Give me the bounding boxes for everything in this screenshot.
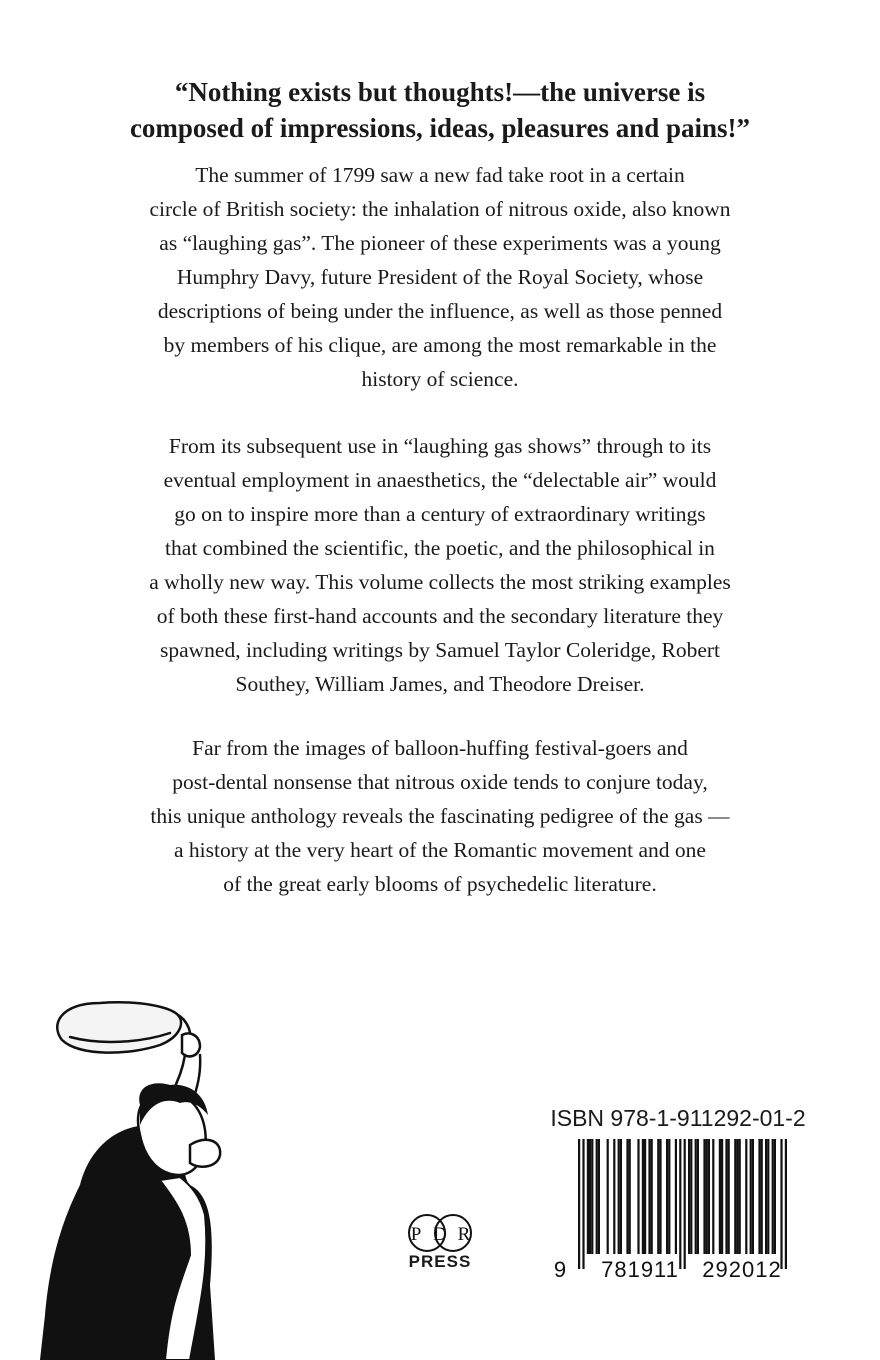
barcode-bar — [703, 1139, 705, 1254]
barcode-bar — [598, 1139, 600, 1254]
barcode-bar — [721, 1139, 723, 1254]
text-line: that combined the scientific, the poetic, and the philosophical in — [165, 536, 715, 560]
pull-quote — [0, 74, 880, 146]
barcode-bar — [591, 1139, 593, 1254]
barcode-bar — [651, 1139, 653, 1254]
logo-letter-r: R — [457, 1224, 471, 1245]
barcode-bar — [688, 1139, 690, 1254]
barcode-digits-right: 292012 — [702, 1257, 782, 1282]
logo-letter-d: D — [433, 1224, 447, 1245]
barcode-bar — [728, 1139, 730, 1254]
barcode-bar — [642, 1139, 644, 1254]
barcode-bar — [578, 1139, 580, 1269]
description-paragraph-1 — [0, 158, 880, 396]
text-line: of the great early blooms of psychedelic literature. — [223, 872, 657, 896]
barcode-bar — [613, 1139, 615, 1254]
text-line: spawned, including writings by Samuel Taylor Coleridge, Robert — [160, 638, 720, 662]
barcode-digits-left: 781911 — [601, 1257, 679, 1282]
text-line: by members of his clique, are among the most remarkable in the — [163, 333, 717, 357]
text-line: Far from the images of balloon-huffing festival-goers and — [192, 736, 688, 760]
barcode-bar — [706, 1139, 708, 1254]
barcode-bar — [648, 1139, 650, 1254]
barcode-bar — [712, 1139, 714, 1254]
text-line: descriptions of being under the influence, as well as those penned — [157, 299, 723, 323]
barcode-bar — [697, 1139, 699, 1254]
barcode-bar — [607, 1139, 609, 1254]
barcode-bar — [675, 1139, 677, 1254]
barcode-bar — [765, 1139, 767, 1254]
description-paragraph-3 — [0, 731, 880, 901]
barcode-bar — [629, 1139, 631, 1254]
barcode-bar — [708, 1139, 710, 1254]
barcode-bar — [774, 1139, 776, 1254]
barcode-bar — [666, 1139, 668, 1254]
barcode-bar — [758, 1139, 760, 1254]
text-line: From its subsequent use in “laughing gas shows” through to its — [168, 434, 712, 458]
illustration-man-with-gas-bag — [40, 985, 340, 1360]
barcode-bar — [690, 1139, 692, 1254]
quote-line: “Nothing exists but thoughts!—the universe is — [174, 77, 706, 107]
barcode-bar — [734, 1139, 736, 1254]
isbn-barcode — [548, 1135, 808, 1285]
barcode-bar — [736, 1139, 738, 1254]
barcode-bar — [684, 1139, 686, 1269]
text-line: The summer of 1799 saw a new fad take root in a certain — [195, 163, 685, 187]
text-line: Humphry Davy, future President of the Royal Society, whose — [176, 265, 704, 289]
text-line: post-dental nonsense that nitrous oxide tends to conjure today, — [172, 770, 708, 794]
pdr-press-logo — [392, 1213, 488, 1253]
barcode-bar — [679, 1139, 681, 1269]
barcode-bar — [761, 1139, 763, 1254]
barcode-bar — [596, 1139, 598, 1254]
barcode-bar — [785, 1139, 787, 1269]
barcode-bar — [695, 1139, 697, 1254]
barcode-bar — [719, 1139, 721, 1254]
barcode-bar — [767, 1139, 769, 1254]
barcode-bar — [725, 1139, 727, 1254]
description-paragraph-2 — [0, 429, 880, 701]
barcode-bar — [659, 1139, 661, 1254]
text-line: history of science. — [361, 367, 519, 391]
barcode-bar — [657, 1139, 659, 1254]
barcode-bar — [626, 1139, 628, 1254]
barcode-bar — [750, 1139, 752, 1254]
text-line: this unique anthology reveals the fascinating pedigree of the gas — — [150, 804, 730, 828]
text-line: a wholly new way. This volume collects the most striking examples — [149, 570, 731, 594]
barcode-bar — [668, 1139, 670, 1254]
barcode-bar — [739, 1139, 741, 1254]
isbn-label: ISBN 978-1-911292-01-2 — [550, 1105, 806, 1131]
logo-letter-p: P — [410, 1224, 422, 1245]
publisher-name: PRESS — [408, 1252, 472, 1271]
barcode-digit-first: 9 — [553, 1257, 567, 1282]
text-line: go on to inspire more than a century of extraordinary writings — [174, 502, 706, 526]
text-line: Southey, William James, and Theodore Dreiser. — [235, 672, 645, 696]
barcode-bar — [618, 1139, 620, 1254]
barcode-bar — [589, 1139, 591, 1254]
barcode-bar — [780, 1139, 782, 1269]
barcode-bar — [582, 1139, 584, 1269]
barcode-bar — [745, 1139, 747, 1254]
text-line: circle of British society: the inhalation of nitrous oxide, also known — [149, 197, 731, 221]
barcode-bar — [620, 1139, 622, 1254]
barcode-bar — [637, 1139, 639, 1254]
barcode-bar — [752, 1139, 754, 1254]
barcode-bar — [772, 1139, 774, 1254]
text-line: a history at the very heart of the Romantic movement and one — [174, 838, 706, 862]
text-line: of both these first-hand accounts and the secondary literature they — [156, 604, 724, 628]
text-line: as “laughing gas”. The pioneer of these experiments was a young — [159, 231, 721, 255]
barcode-bar — [587, 1139, 589, 1254]
text-line: eventual employment in anaesthetics, the “delectable air” would — [163, 468, 717, 492]
quote-line: composed of impressions, ideas, pleasures and pains!” — [129, 113, 751, 143]
barcode-bar — [644, 1139, 646, 1254]
